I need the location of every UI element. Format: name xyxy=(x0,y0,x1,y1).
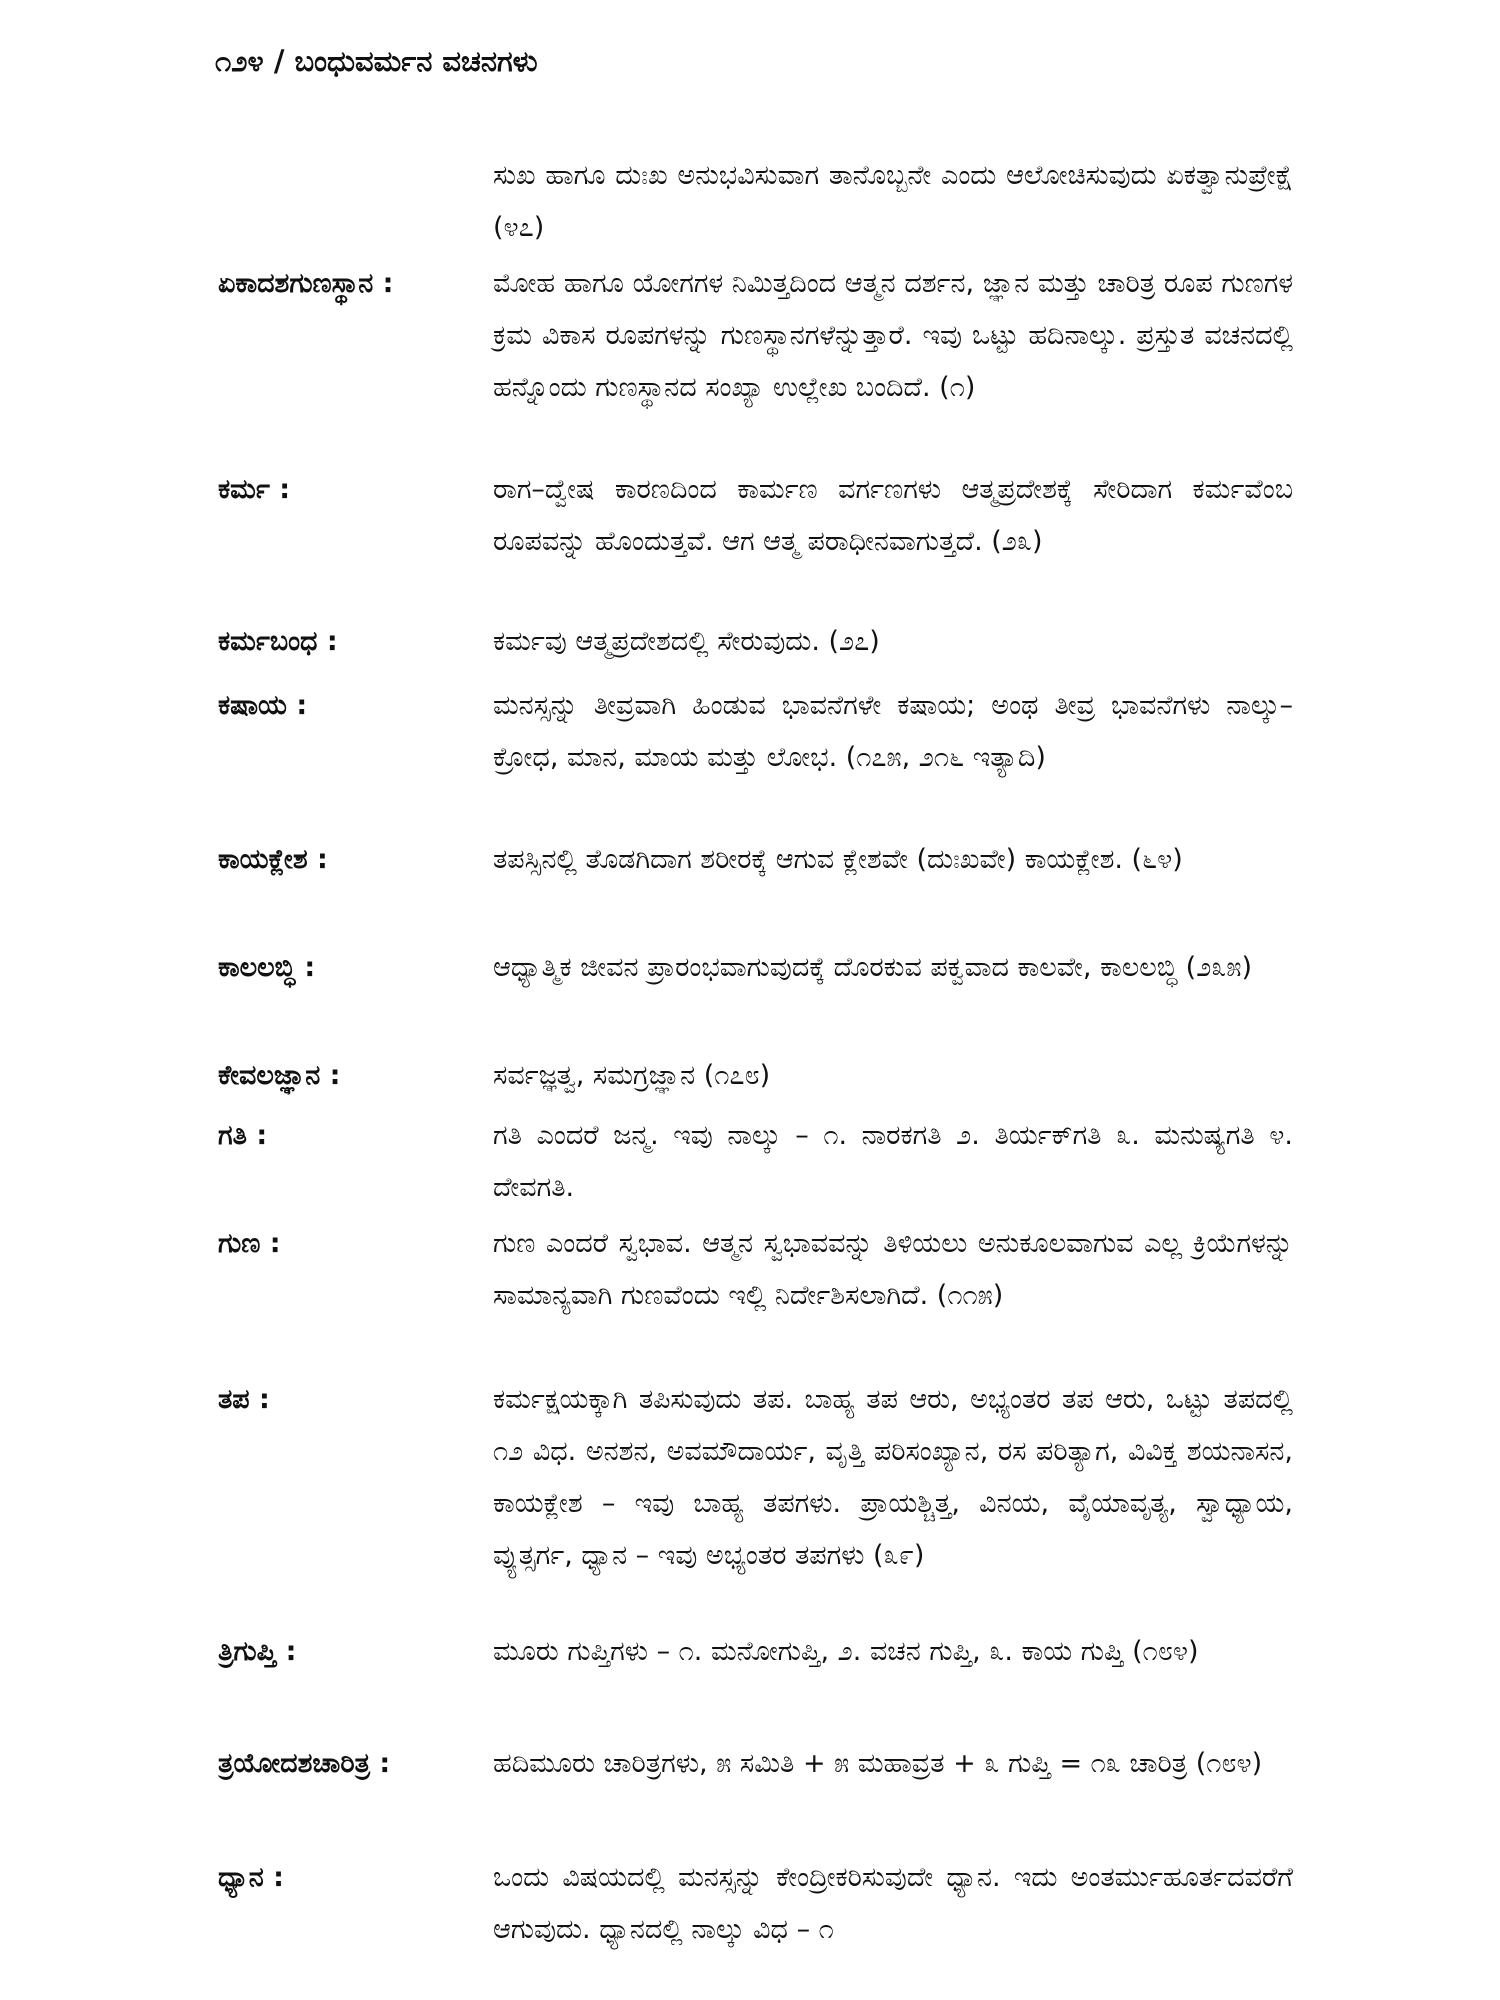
glossary-definition: ಗುಣ ಎಂದರೆ ಸ್ವಭಾವ. ಆತ್ಮನ ಸ್ವಭಾವವನ್ನು ತಿಳಿಯಲು ಅನುಕೂಲವಾಗುವ ಎಲ್ಲ ಕ್ರಿಯೆಗಳನ್ನು ಸಾಮಾನ್ಯವಾಗಿ ಗುಣವೆಂದು ಇಲ್ಲಿ ನಿರ್ದೇಶಿಸಲಾಗಿದೆ. (೧೧೫) xyxy=(493,1228,1293,1311)
glossary-entry xyxy=(218,616,1293,668)
glossary-entry xyxy=(218,258,1293,414)
glossary-definition: ಆಧ್ಯಾತ್ಮಿಕ ಜೀವನ ಪ್ರಾರಂಭವಾಗುವುದಕ್ಕೆ ದೊರಕುವ ಪಕ್ವವಾದ ಕಾಲವೇ, ಕಾಲಲಬ್ಧಿ (೨೩೫) xyxy=(493,952,1253,983)
glossary-term: ಕೇವಲಜ್ಞಾನ : xyxy=(218,1060,341,1091)
glossary-term: ಧ್ಯಾನ : xyxy=(218,1862,284,1893)
glossary-entry xyxy=(218,1626,1293,1678)
running-header xyxy=(215,44,538,79)
glossary-definition: ಮನಸ್ಸನ್ನು ತೀವ್ರವಾಗಿ ಹಿಂಡುವ ಭಾವನೆಗಳೇ ಕಷಾಯ; ಅಂಥ ತೀವ್ರ ಭಾವನೆಗಳು ನಾಲ್ಕು–ಕ್ರೋಧ, ಮಾನ, ಮಾಯ ಮತ್ತು ಲೋಭ. (೧೭೫, ೨೧೬ ಇತ್ಯಾದಿ) xyxy=(493,690,1293,773)
glossary-term: ಕರ್ಮಬಂಧ : xyxy=(218,626,338,657)
glossary-definition: ಒಂದು ವಿಷಯದಲ್ಲಿ ಮನಸ್ಸನ್ನು ಕೇಂದ್ರೀಕರಿಸುವುದೇ ಧ್ಯಾನ. ಇದು ಅಂತರ್ಮುಹೂರ್ತದವರೆಗೆ ಆಗುವುದು. ಧ್ಯಾನದಲ್ಲಿ ನಾಲ್ಕು ವಿಧ – ೧ xyxy=(493,1862,1293,1945)
glossary-entry xyxy=(218,942,1293,994)
glossary-entry xyxy=(218,1050,1293,1102)
glossary-entry xyxy=(218,1110,1293,1214)
glossary-entry xyxy=(218,834,1293,886)
glossary-entry xyxy=(218,1218,1293,1322)
glossary-definition: ಹದಿಮೂರು ಚಾರಿತ್ರಗಳು, ೫ ಸಮಿತಿ + ೫ ಮಹಾವ್ರತ + ೩ ಗುಪ್ತಿ = ೧೩ ಚಾರಿತ್ರ (೧೮೪) xyxy=(493,1748,1263,1779)
glossary-definition: ಮೂರು ಗುಪ್ತಿಗಳು – ೧. ಮನೋಗುಪ್ತಿ, ೨. ವಚನ ಗುಪ್ತಿ, ೩. ಕಾಯ ಗುಪ್ತಿ (೧೮೪) xyxy=(493,1636,1199,1667)
glossary-term: ಕರ್ಮ : xyxy=(218,474,291,505)
glossary-definition: ಮೋಹ ಹಾಗೂ ಯೋಗಗಳ ನಿಮಿತ್ತದಿಂದ ಆತ್ಮನ ದರ್ಶನ, ಜ್ಞಾನ ಮತ್ತು ಚಾರಿತ್ರ ರೂಪ ಗುಣಗಳ ಕ್ರಮ ವಿಕಾಸ ರೂಪಗಳನ್ನು ಗುಣಸ್ಥಾನಗಳೆನ್ನುತ್ತಾರೆ. ಇವು ಒಟ್ಟು ಹದಿನಾಲ್ಕು. ಪ್ರಸ್ತುತ ವಚನದಲ್ಲಿ ಹನ್ನೊಂದು ಗುಣಸ್ಥಾನದ ಸಂಖ್ಯಾ ಉಲ್ಲೇಖ ಬಂದಿದೆ. (೧) xyxy=(493,268,1293,403)
glossary-term: ಕಾಲಲಬ್ಧಿ : xyxy=(218,952,316,983)
glossary-entry xyxy=(218,150,1293,254)
header-separator: / xyxy=(273,44,285,78)
glossary-term: ಕಷಾಯ : xyxy=(218,690,308,721)
glossary-entry xyxy=(218,1738,1293,1790)
glossary-definition: ರಾಗ–ದ್ವೇಷ ಕಾರಣದಿಂದ ಕಾರ್ಮಣ ವರ್ಗಣಗಳು ಆತ್ಮಪ್ರದೇಶಕ್ಕೆ ಸೇರಿದಾಗ ಕರ್ಮವೆಂಬ ರೂಪವನ್ನು ಹೊಂದುತ್ತವೆ. ಆಗ ಆತ್ಮ ಪರಾಧೀನವಾಗುತ್ತದೆ. (೨೩) xyxy=(493,474,1293,557)
glossary-term: ಗತಿ : xyxy=(218,1120,268,1151)
glossary-term: ತ್ರಯೋದಶಚಾರಿತ್ರ : xyxy=(218,1748,391,1779)
glossary-term: ಗುಣ : xyxy=(218,1228,281,1259)
glossary-definition: ಕರ್ಮಕ್ಷಯಕ್ಕಾಗಿ ತಪಿಸುವುದು ತಪ. ಬಾಹ್ಯ ತಪ ಆರು, ಅಭ್ಯಂತರ ತಪ ಆರು, ಒಟ್ಟು ತಪದಲ್ಲಿ ೧೨ ವಿಧ. ಅನಶನ, ಅವಮೌದಾರ್ಯ, ವೃತ್ತಿ ಪರಿಸಂಖ್ಯಾನ, ರಸ ಪರಿತ್ಯಾಗ, ವಿವಿಕ್ತ ಶಯನಾಸನ, ಕಾಯಕ್ಲೇಶ – ಇವು ಬಾಹ್ಯ ತಪಗಳು. ಪ್ರಾಯಶ್ಚಿತ್ತ, ವಿನಯ, ವೈಯಾವೃತ್ಯ, ಸ್ವಾಧ್ಯಾಯ, ವ್ಯುತ್ಸರ್ಗ, ಧ್ಯಾನ – ಇವು ಅಭ್ಯಂತರ ತಪಗಳು (೩೯) xyxy=(493,1384,1293,1571)
glossary-definition: ತಪಸ್ಸಿನಲ್ಲಿ ತೊಡಗಿದಾಗ ಶರೀರಕ್ಕೆ ಆಗುವ ಕ್ಲೇಶವೇ (ದುಃಖವೇ) ಕಾಯಕ್ಲೇಶ. (೬೪) xyxy=(493,844,1183,875)
glossary-definition: ಸರ್ವಜ್ಞತ್ವ, ಸಮಗ್ರಜ್ಞಾನ (೧೭೮) xyxy=(493,1060,771,1091)
glossary-definition: ಸುಖ ಹಾಗೂ ದುಃಖ ಅನುಭವಿಸುವಾಗ ತಾನೊಬ್ಬನೇ ಎಂದು ಆಲೋಚಿಸುವುದು ಏಕತ್ವಾನುಪ್ರೇಕ್ಷೆ (೪೭) xyxy=(493,160,1293,243)
glossary-definition: ಕರ್ಮವು ಆತ್ಮಪ್ರದೇಶದಲ್ಲಿ ಸೇರುವುದು. (೨೭) xyxy=(493,626,880,657)
glossary-term: ಏಕಾದಶಗುಣಸ್ಥಾನ : xyxy=(218,268,394,299)
glossary-entry xyxy=(218,1374,1293,1582)
glossary-term: ತಪ : xyxy=(218,1384,270,1415)
glossary-term: ಕಾಯಕ್ಲೇಶ : xyxy=(218,844,328,875)
glossary-entry xyxy=(218,464,1293,568)
page-number: ೧೨೪ xyxy=(215,44,264,78)
book-title: ಬಂಧುವರ್ಮನ ವಚನಗಳು xyxy=(294,44,538,78)
glossary-entry xyxy=(218,1852,1293,1956)
glossary-term: ತ್ರಿಗುಪ್ತಿ : xyxy=(218,1636,297,1667)
glossary-entry xyxy=(218,680,1293,784)
glossary-definition: ಗತಿ ಎಂದರೆ ಜನ್ಮ. ಇವು ನಾಲ್ಕು – ೧. ನಾರಕಗತಿ ೨. ತಿರ್ಯಕ್‌ಗತಿ ೩. ಮನುಷ್ಯಗತಿ ೪. ದೇವಗತಿ. xyxy=(493,1120,1293,1203)
